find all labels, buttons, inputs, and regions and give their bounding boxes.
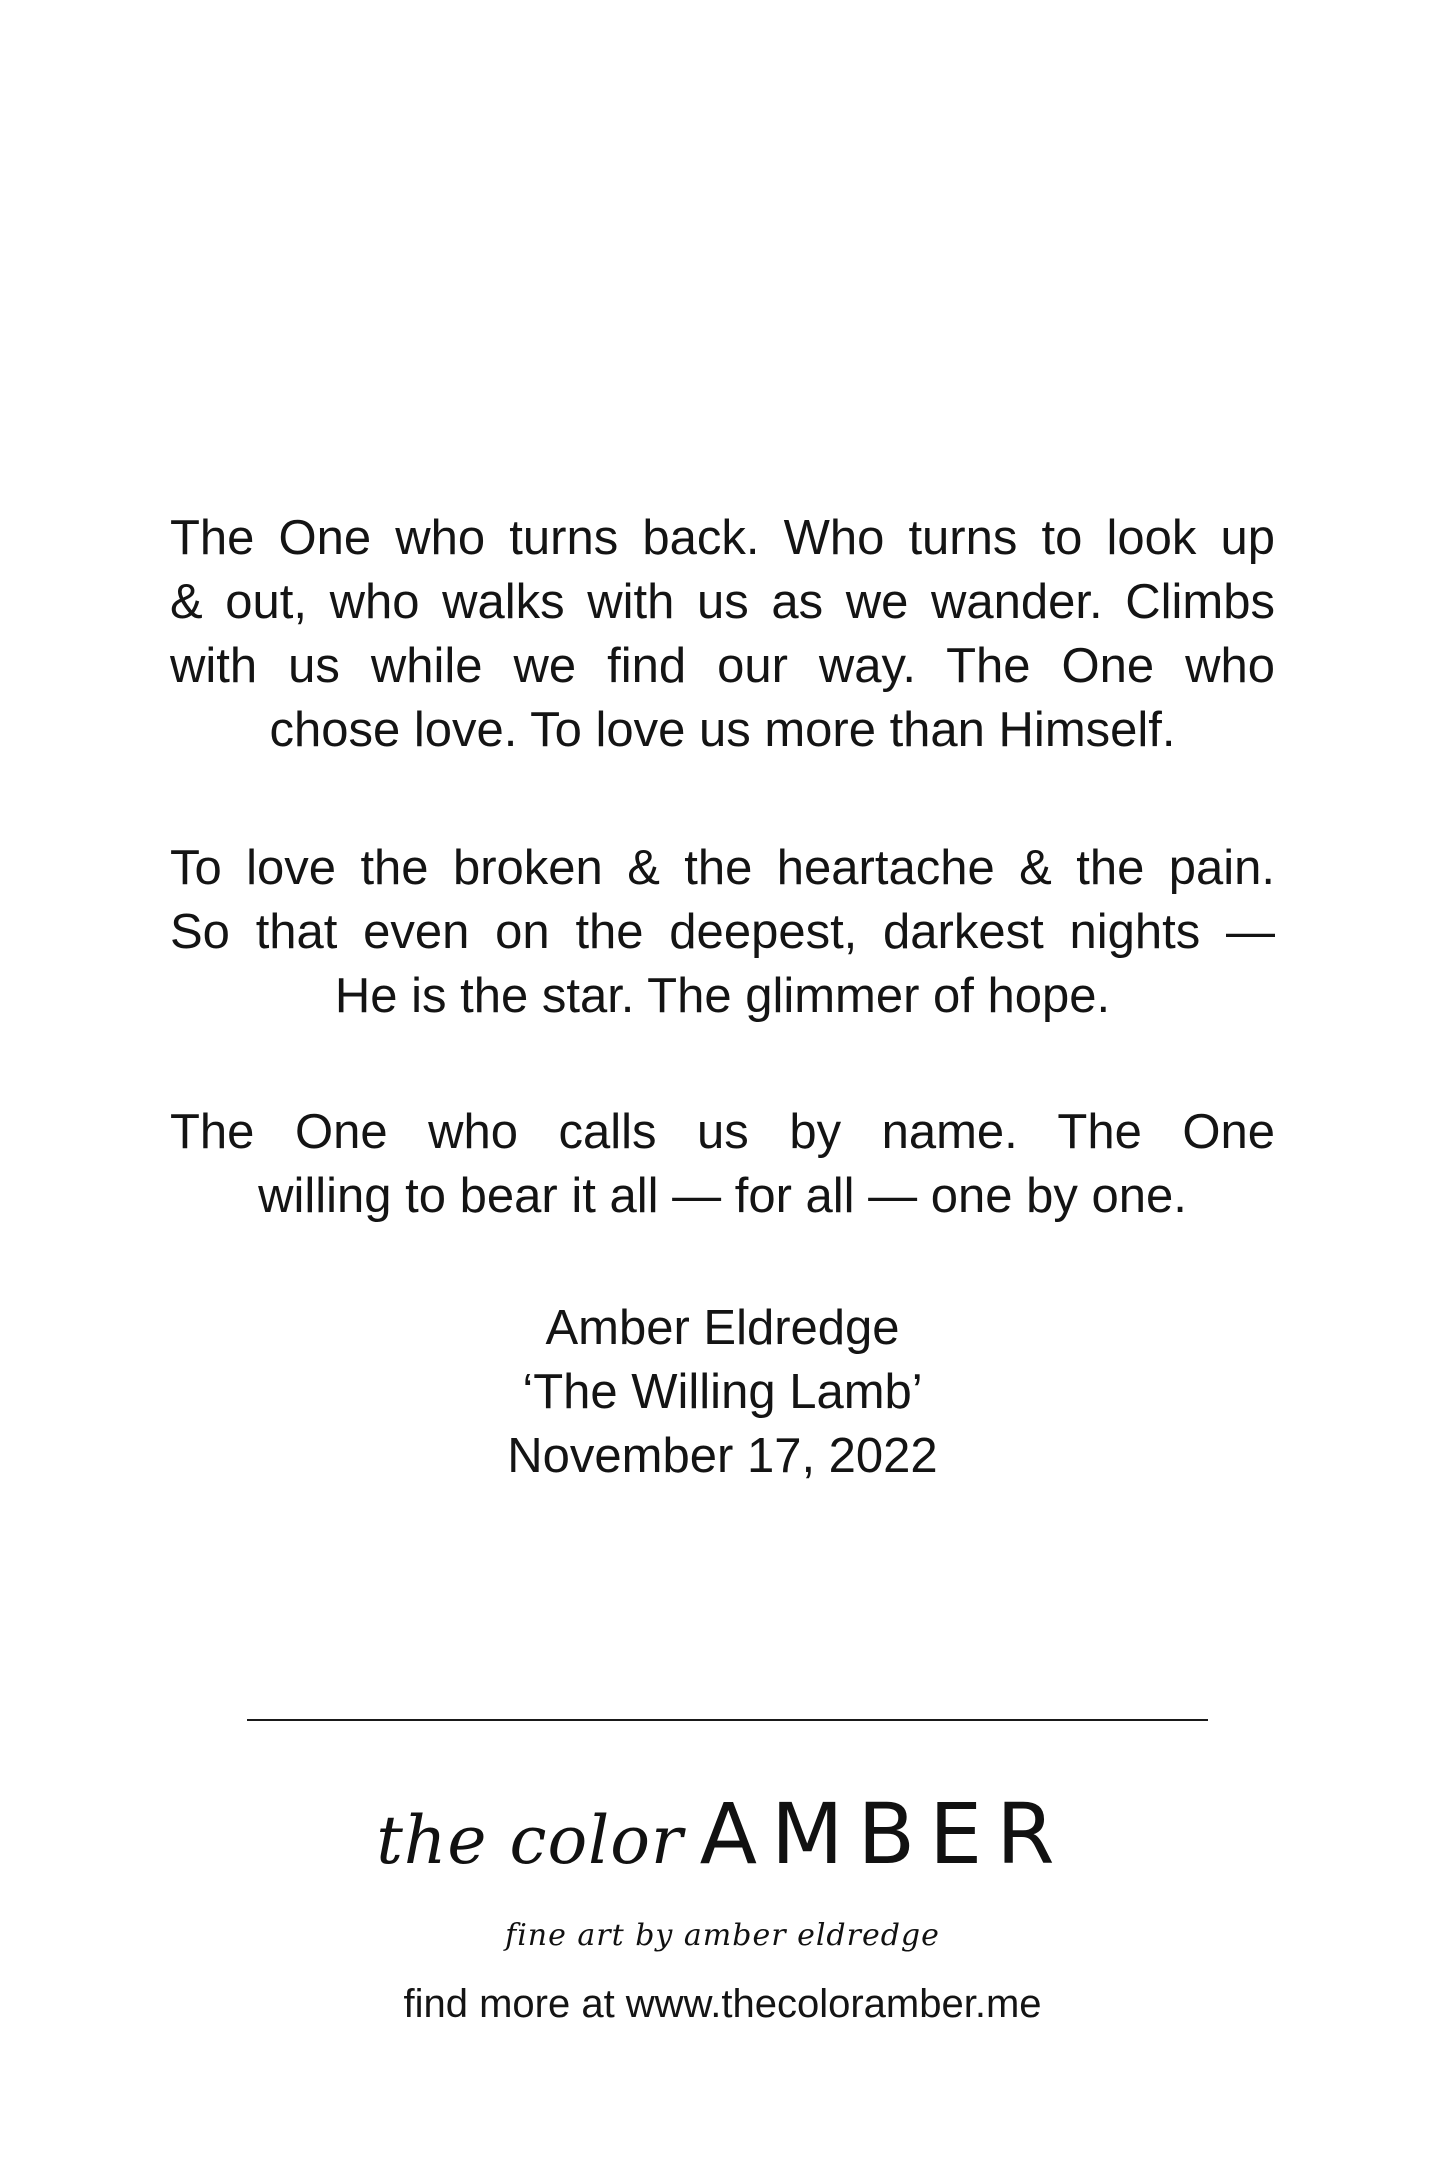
poem-paragraph-3 [170,1100,1275,1228]
brand-logo-caps: AMBER [699,1785,1069,1883]
brand-logo-wordmark [376,1785,1068,1883]
website-footer: find more at www.thecoloramber.me [403,1982,1042,2026]
brand-tagline: fine art by amber eldredge [505,1918,940,1953]
poem-line: willing to bear it all — for all — one by one. [258,1169,1187,1223]
artwork-credit [0,1296,1445,1488]
poem-line: The One who turns back. Who turns to look up [170,511,1275,565]
poem-paragraph-1 [170,506,1275,762]
poem-line: To love the broken & the heartache & the pain. [170,841,1275,895]
poem-line: The One who calls us by name. The One [170,1105,1275,1159]
poem-line: So that even on the deepest, darkest nights — [170,905,1275,959]
brand-logo [0,1785,1445,1883]
brand-logo-script: the color [376,1802,684,1879]
artwork-title: ‘The Willing Lamb’ [522,1365,923,1419]
poem-paragraph-2 [170,836,1275,1028]
poem-line: He is the star. The glimmer of hope. [334,969,1111,1023]
poem-line: & out, who walks with us as we wander. Climbs [170,575,1275,629]
artwork-date: November 17, 2022 [507,1429,938,1483]
author-name: Amber Eldredge [545,1301,900,1355]
poem-line: with us while we find our way. The One who [170,639,1275,693]
divider-line [247,1719,1208,1721]
poem-line: chose love. To love us more than Himself. [269,703,1176,757]
